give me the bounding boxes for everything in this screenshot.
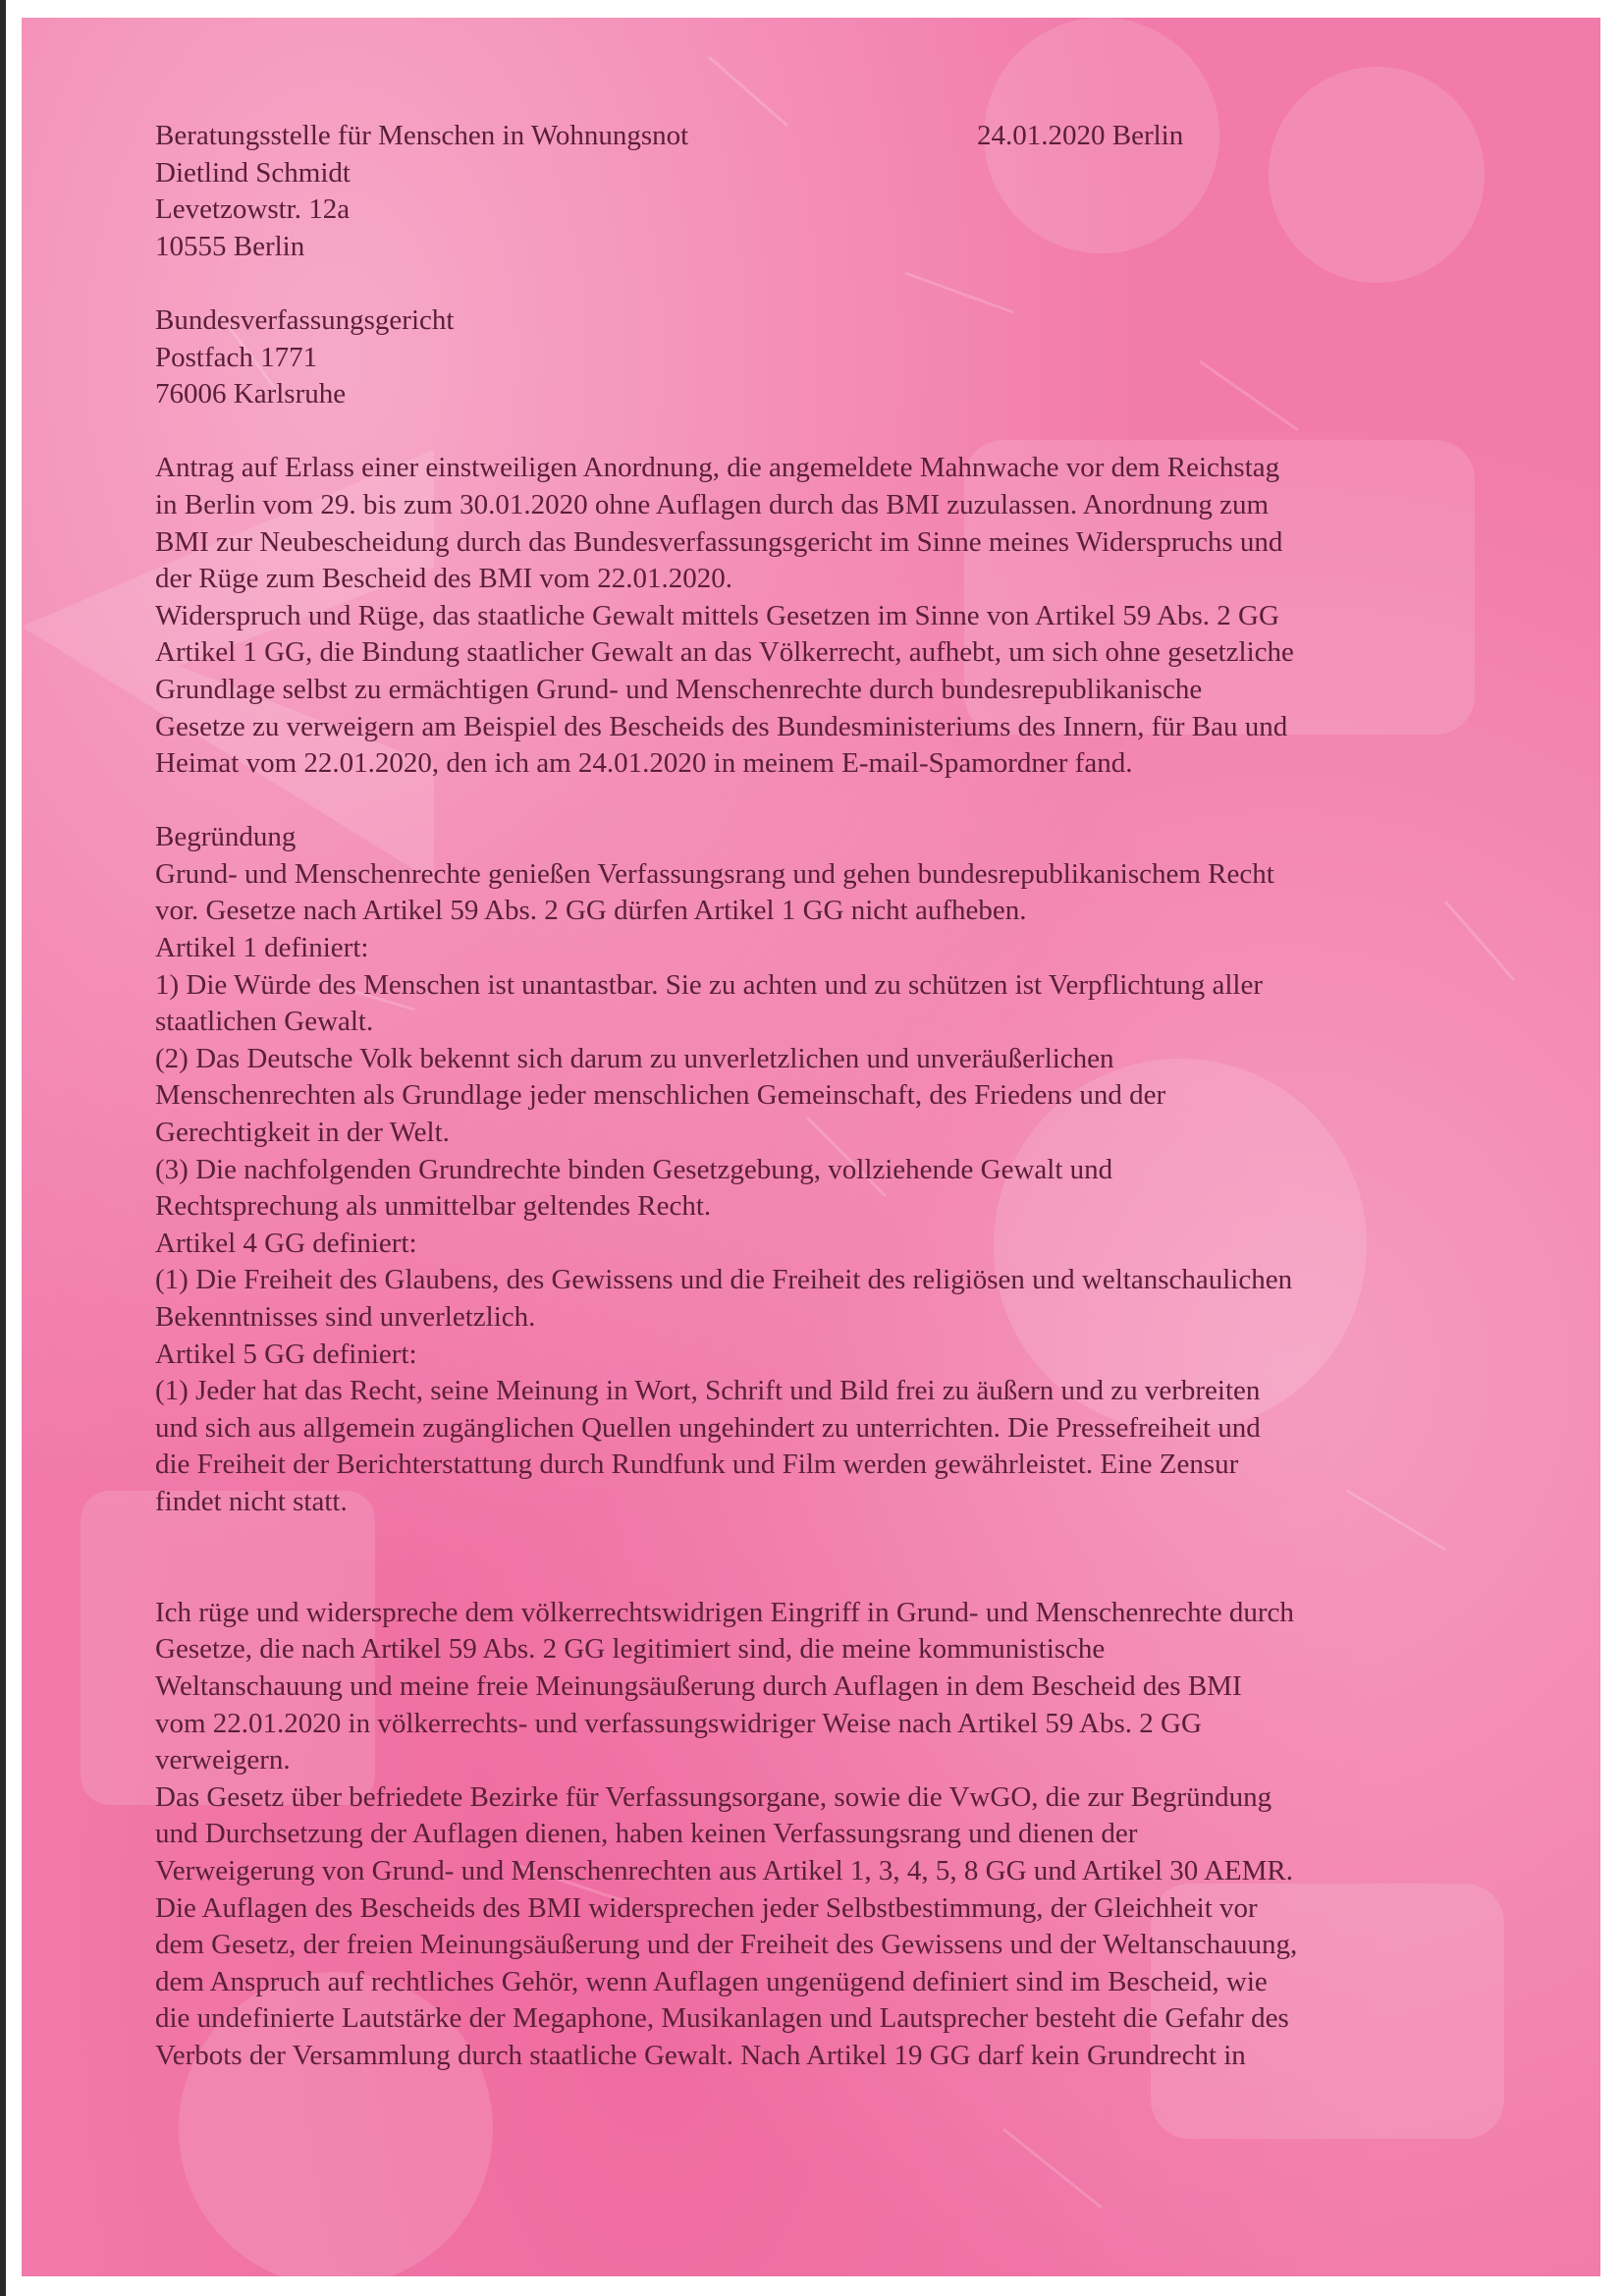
text-line: in Berlin vom 29. bis zum 30.01.2020 ohne Auflagen durch das BMI zuzulassen. Anordnung zum	[155, 488, 1270, 520]
text-line: die undefinierte Lautstärke der Megaphone, Musikanlagen und Lautsprecher besteht die Gefahr des	[155, 2002, 1289, 2035]
text-line: und sich aus allgemein zugänglichen Quellen ungehindert zu unterrichten. Die Pressefreiheit und	[155, 1411, 1261, 1444]
text-line: Verweigerung von Grund- und Menschenrechten aus Artikel 1, 3, 4, 5, 8 GG und Artikel 30 AEMR.	[155, 1854, 1293, 1886]
section-heading: Begründung	[155, 821, 297, 853]
spacer	[155, 783, 1490, 820]
text-line: Bekenntnisses sind unverletzlich.	[155, 1301, 536, 1333]
reasoning-section	[155, 819, 1490, 1520]
text-line: vom 22.01.2020 in völkerrechts- und verfassungswidriger Weise nach Artikel 59 Abs. 2 GG	[155, 1707, 1202, 1739]
recipient-postbox: Postfach 1771	[155, 341, 318, 373]
sender-name: Dietlind Schmidt	[155, 156, 351, 189]
text-line: dem Gesetz, der freien Meinungsäußerung und der Freiheit des Gewissens und der Weltanschauung,	[155, 1929, 1298, 1961]
spacer	[155, 1558, 1490, 1595]
text-line: Artikel 5 GG definiert:	[155, 1338, 417, 1370]
text-line: Grund- und Menschenrechte genießen Verfassungsrang und gehen bundesrepublikanischem Recht	[155, 857, 1274, 890]
date-place: 24.01.2020 Berlin	[977, 120, 1184, 151]
text-line: (1) Die Freiheit des Glaubens, des Gewissens und die Freiheit des religiösen und weltanschaulichen	[155, 1264, 1293, 1296]
text-line: (3) Die nachfolgenden Grundrechte binden Gesetzgebung, vollziehende Gewalt und	[155, 1153, 1113, 1185]
text-line: Gerechtigkeit in der Welt.	[155, 1117, 450, 1149]
sender-city: 10555 Berlin	[155, 230, 305, 262]
text-line: Weltanschauung und meine freie Meinungsäußerung durch Auflagen in dem Bescheid des BMI	[155, 1669, 1242, 1702]
text-line: Gesetze zu verweigern am Beispiel des Bescheids des Bundesministeriums des Innern, für Bau und	[155, 710, 1288, 742]
spacer	[155, 1521, 1490, 1558]
text-line: Ich rüge und widerspreche dem völkerrechtswidrigen Eingriff in Grund- und Menschenrechte durch	[155, 1596, 1294, 1628]
objection-section	[155, 1595, 1490, 2075]
text-line: Widerspruch und Rüge, das staatliche Gewalt mittels Gesetzen im Sinne von Artikel 59 Abs. 2 GG	[155, 599, 1279, 631]
text-line: Heimat vom 22.01.2020, den ich am 24.01.2020 in meinem E-mail-Spamordner fand.	[155, 747, 1133, 780]
text-line: und Durchsetzung der Auflagen dienen, haben keinen Verfassungsrang und dienen der	[155, 1818, 1138, 1850]
text-line: Das Gesetz über befriedete Bezirke für Verfassungsorgane, sowie die VwGO, die zur Begründung	[155, 1780, 1272, 1813]
request-section	[155, 450, 1490, 782]
text-line: 1) Die Würde des Menschen ist unantastbar. Sie zu achten und zu schützen ist Verpflichtung aller	[155, 968, 1263, 1001]
text-line: verweigern.	[155, 1744, 291, 1777]
text-line: dem Anspruch auf rechtliches Gehör, wenn Auflagen ungenügend definiert sind im Bescheid, wie	[155, 1965, 1268, 1997]
letter-body	[155, 118, 1490, 2074]
text-line: Rechtsprechung als unmittelbar geltendes Recht.	[155, 1190, 712, 1223]
text-line: BMI zur Neubescheidung durch das Bundesverfassungsgericht im Sinne meines Widerspruchs und	[155, 525, 1283, 558]
text-line: (2) Das Deutsche Volk bekennt sich darum zu unverletzlichen und unveräußerlichen	[155, 1042, 1114, 1074]
text-line: Grundlage selbst zu ermächtigen Grund- und Menschenrechte durch bundesrepublikanische	[155, 673, 1203, 705]
text-line: die Freiheit der Berichterstattung durch Rundfunk und Film werden gewährleistet. Eine Zensur	[155, 1449, 1239, 1481]
recipient-city: 76006 Karlsruhe	[155, 378, 347, 410]
text-line: Artikel 4 GG definiert:	[155, 1227, 417, 1259]
spacer	[155, 265, 1490, 302]
text-line: Antrag auf Erlass einer einstweiligen Anordnung, die angemeldete Mahnwache vor dem Reichstag	[155, 452, 1280, 484]
recipient-name: Bundesverfassungsgericht	[155, 303, 455, 336]
text-line: der Rüge zum Bescheid des BMI vom 22.01.2020.	[155, 563, 732, 595]
text-line: vor. Gesetze nach Artikel 59 Abs. 2 GG dürfen Artikel 1 GG nicht aufheben.	[155, 895, 1027, 927]
text-line: Gesetze, die nach Artikel 59 Abs. 2 GG legitimiert sind, die meine kommunistische	[155, 1633, 1106, 1666]
text-line: Artikel 1 GG, die Bindung staatlicher Gewalt an das Völkerrecht, aufhebt, um sich ohne gesetzliche	[155, 636, 1294, 669]
text-line: Die Auflagen des Bescheids des BMI widersprechen jeder Selbstbestimmung, der Gleichheit vor	[155, 1891, 1258, 1924]
text-line: Menschenrechten als Grundlage jeder menschlichen Gemeinschaft, des Friedens und der	[155, 1079, 1166, 1112]
spacer	[155, 413, 1490, 451]
text-line: (1) Jeder hat das Recht, seine Meinung in Wort, Schrift und Bild frei zu äußern und zu verbreiten	[155, 1375, 1261, 1407]
text-line: staatlichen Gewalt.	[155, 1006, 374, 1038]
sender-organization: Beratungsstelle für Menschen in Wohnungsnot	[155, 120, 689, 151]
text-line: Verbots der Versammlung durch staatliche Gewalt. Nach Artikel 19 GG darf kein Grundrecht in	[155, 2039, 1246, 2071]
text-line: Artikel 1 definiert:	[155, 932, 369, 964]
sender-street: Levetzowstr. 12a	[155, 193, 351, 226]
text-line: findet nicht statt.	[155, 1485, 348, 1517]
scan-left-edge	[0, 0, 6, 2296]
